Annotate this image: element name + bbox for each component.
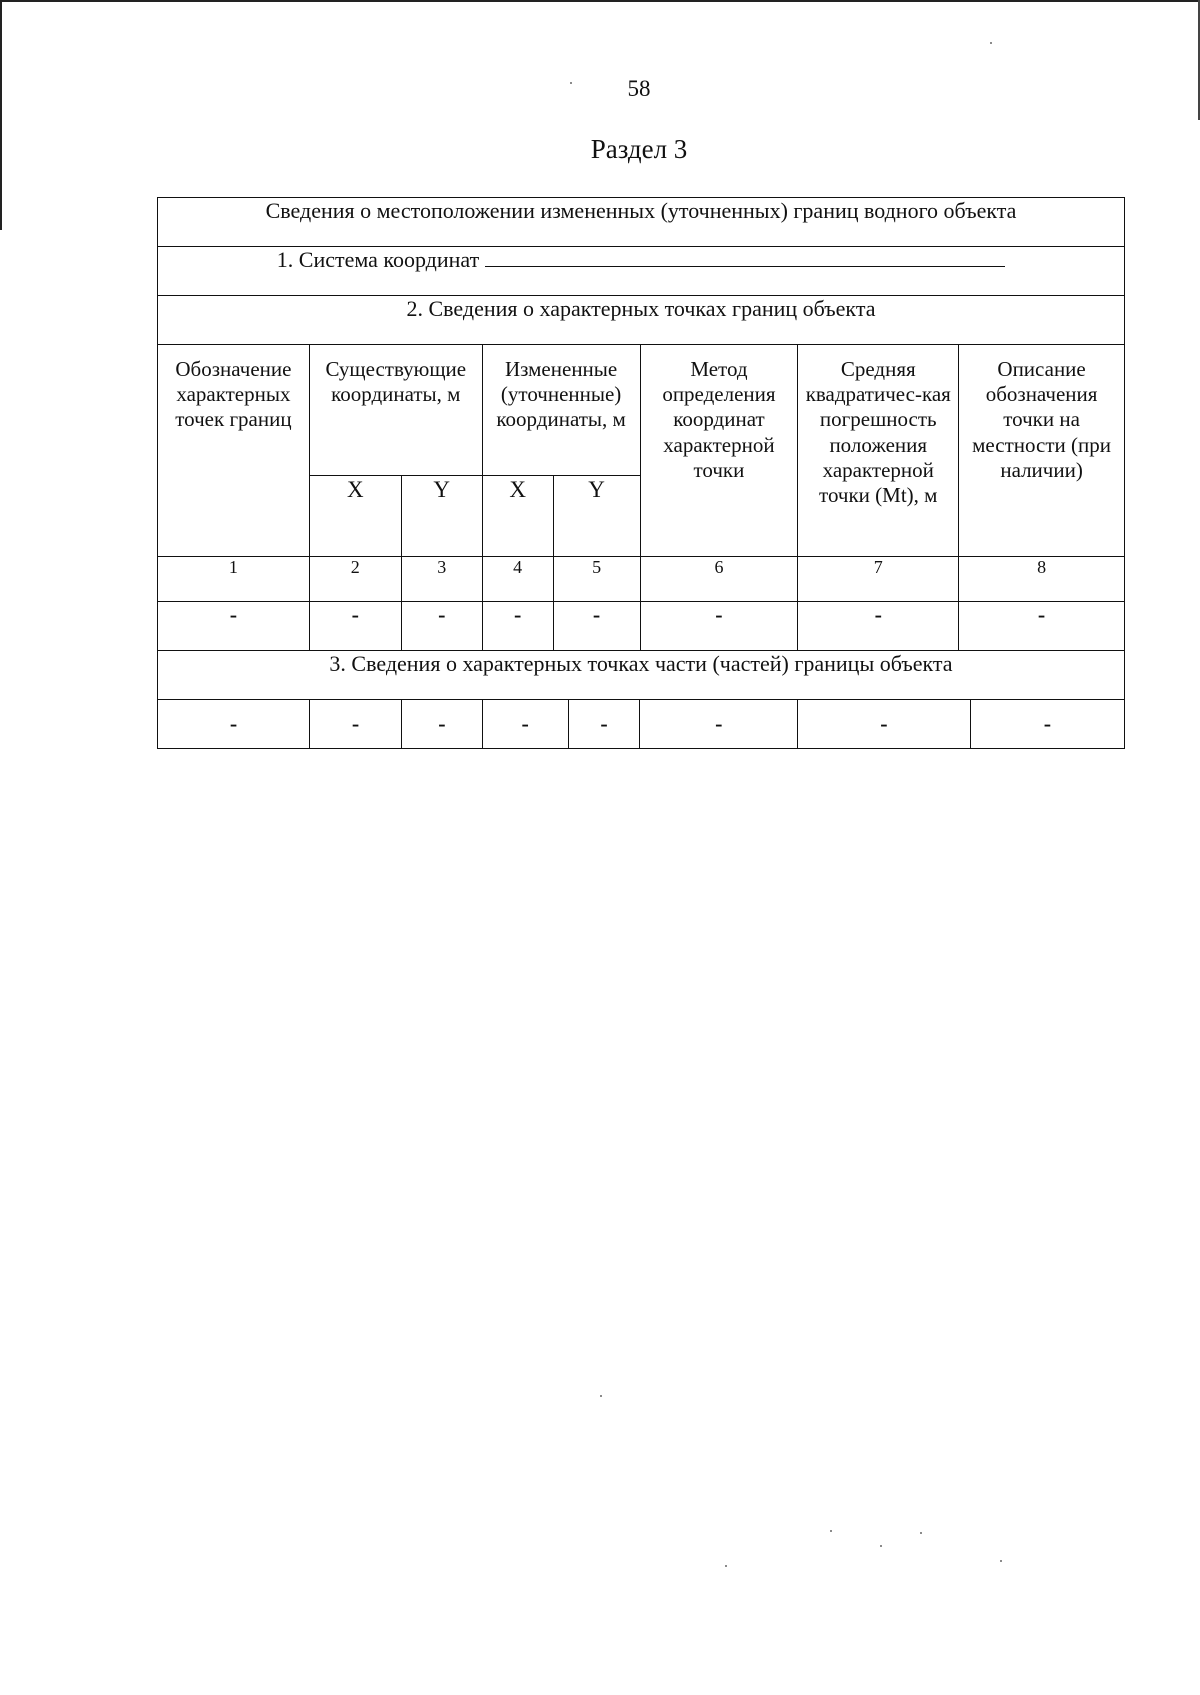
header-existing-coordinates: Существующие координаты, м bbox=[309, 345, 482, 476]
table-cell: - bbox=[482, 700, 568, 748]
column-number: 7 bbox=[798, 557, 959, 602]
table-title: Сведения о местоположении измененных (уточненных) границ водного объекта bbox=[158, 198, 1125, 247]
section3-inner-table bbox=[158, 700, 1124, 748]
coordinate-system-blank bbox=[485, 248, 1005, 267]
table-cell: - bbox=[401, 700, 482, 748]
column-number: 6 bbox=[640, 557, 798, 602]
header-existing-y: Y bbox=[401, 476, 482, 557]
scan-speck bbox=[570, 82, 572, 84]
table-cell: - bbox=[158, 602, 310, 651]
table-cell: - bbox=[640, 700, 798, 748]
table-cell: - bbox=[959, 602, 1125, 651]
boundary-info-table bbox=[157, 197, 1125, 749]
scan-speck bbox=[830, 1530, 832, 1532]
scan-speck bbox=[880, 1545, 882, 1547]
header-mean-error: Средняя квадратичес-кая погрешность положения характерной точки (Mt), м bbox=[798, 345, 959, 557]
header-point-designation: Обозначение характерных точек границ bbox=[158, 345, 310, 557]
header-existing-x: X bbox=[309, 476, 401, 557]
table-cell: - bbox=[568, 700, 640, 748]
column-number: 8 bbox=[959, 557, 1125, 602]
scan-border-top bbox=[0, 0, 1200, 2]
scan-speck bbox=[920, 1532, 922, 1534]
scan-speck bbox=[600, 1395, 602, 1397]
scan-speck bbox=[990, 42, 992, 44]
coordinate-system-row bbox=[158, 247, 1125, 296]
scan-border-left bbox=[0, 0, 2, 230]
section-title: Раздел 3 bbox=[590, 134, 688, 164]
table-cell: - bbox=[798, 602, 959, 651]
section3-label: 3. Сведения о характерных точках части (частей) границы объекта bbox=[158, 651, 1125, 700]
section2-label: 2. Сведения о характерных точках границ объекта bbox=[158, 296, 1125, 345]
table-cell: - bbox=[1043, 710, 1052, 736]
table-cell: - bbox=[798, 700, 971, 748]
coordinate-system-label: 1. Система координат bbox=[276, 247, 480, 272]
column-number: 2 bbox=[309, 557, 401, 602]
header-method: Метод определения координат характерной точки bbox=[640, 345, 798, 557]
table-cell: - bbox=[310, 700, 402, 748]
scan-speck bbox=[1000, 1560, 1002, 1562]
header-changed-x: X bbox=[482, 476, 553, 557]
table-cell: - bbox=[553, 602, 640, 651]
table-cell: - bbox=[401, 602, 482, 651]
column-number-row bbox=[158, 557, 1125, 602]
column-number: 5 bbox=[553, 557, 640, 602]
column-number: 3 bbox=[401, 557, 482, 602]
column-number: 4 bbox=[482, 557, 553, 602]
section2-data-row bbox=[158, 602, 1125, 651]
column-number: 1 bbox=[158, 557, 310, 602]
section3-data-row bbox=[158, 700, 1125, 749]
table-cell: - bbox=[640, 602, 798, 651]
header-changed-coordinates: Измененные (уточненные) координаты, м bbox=[482, 345, 640, 476]
table-cell: - bbox=[158, 700, 310, 748]
header-description: Описание обозначения точки на местности (при наличии) bbox=[959, 345, 1125, 557]
table-cell: - bbox=[482, 602, 553, 651]
page-number: 58 bbox=[627, 76, 651, 101]
scan-speck bbox=[725, 1565, 727, 1567]
header-changed-y: Y bbox=[553, 476, 640, 557]
table-cell: - bbox=[309, 602, 401, 651]
